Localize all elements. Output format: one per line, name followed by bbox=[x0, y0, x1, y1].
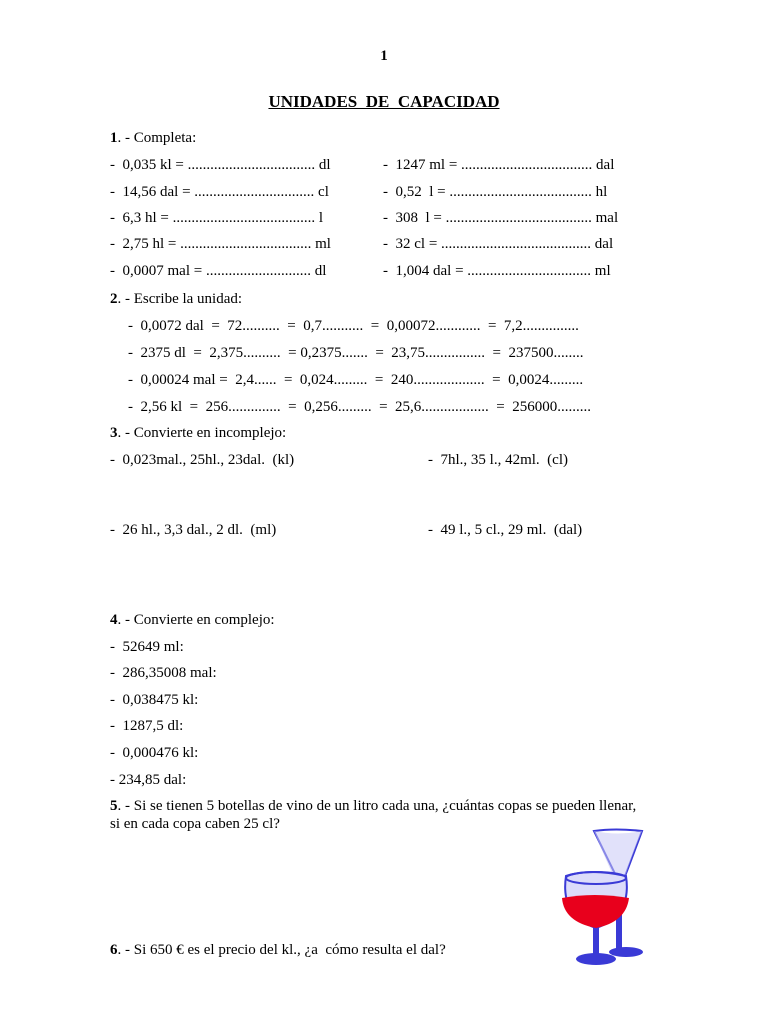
exercise-4-item: - 0,038475 kl: bbox=[110, 692, 199, 708]
exercise-3-item: - 7hl., 35 l., 42ml. (cl) bbox=[428, 452, 568, 468]
exercise-1-heading: 1. - Completa: bbox=[110, 130, 197, 146]
exercise-3-item: - 26 hl., 3,3 dal., 2 dl. (ml) bbox=[110, 522, 277, 538]
exercise-1-left-item: - 14,56 dal = ................................ cl bbox=[110, 184, 329, 200]
exercise-1-right-item: - 1247 ml = ................................... dal bbox=[383, 157, 615, 173]
wine-stem-icon bbox=[593, 928, 599, 956]
exercise-1-left-item: - 0,035 kl = .................................. dl bbox=[110, 157, 331, 173]
wine-glass-illustration bbox=[552, 828, 652, 968]
exercise-4-item: - 234,85 dal: bbox=[110, 772, 187, 788]
exercise-1-left-item: - 2,75 hl = ................................... ml bbox=[110, 236, 331, 252]
exercise-3-item: - 0,023mal., 25hl., 23dal. (kl) bbox=[110, 452, 295, 468]
exercise-4-item: - 286,35008 mal: bbox=[110, 665, 217, 681]
exercise-1-left-item: - 6,3 hl = ...................................... l bbox=[110, 210, 324, 226]
exercise-1-right-item: - 32 cl = ........................................ dal bbox=[383, 236, 614, 252]
page-title: UNIDADES DE CAPACIDAD bbox=[268, 92, 500, 111]
wine-base-icon bbox=[576, 953, 616, 965]
exercise-2-row: - 0,00024 mal = 2,4...... = 0,024......... = 240................... = 0,0024......... bbox=[128, 372, 584, 388]
exercise-5-line: si en cada copa caben 25 cl? bbox=[110, 816, 280, 832]
exercise-4-item: - 1287,5 dl: bbox=[110, 718, 184, 734]
flute-base-icon bbox=[609, 947, 643, 957]
exercise-1-left-item: - 0,0007 mal = ............................ dl bbox=[110, 263, 327, 279]
exercise-4-item: - 52649 ml: bbox=[110, 639, 184, 655]
exercise-2-row: - 2375 dl = 2,375.......... = 0,2375....... = 23,75................ = 237500........ bbox=[128, 345, 584, 361]
exercise-1-right-item: - 308 l = ....................................... mal bbox=[383, 210, 619, 226]
exercise-3-item: - 49 l., 5 cl., 29 ml. (dal) bbox=[428, 522, 583, 538]
exercise-2-row: - 0,0072 dal = 72.......... = 0,7........... = 0,00072............ = 7,2............... bbox=[128, 318, 579, 334]
exercise-2-heading: 2. - Escribe la unidad: bbox=[110, 291, 243, 307]
exercise-3-heading: 3. - Convierte en incomplejo: bbox=[110, 425, 287, 441]
exercise-5-line: 5. - Si se tienen 5 botellas de vino de un litro cada una, ¿cuántas copas se pueden llenar, bbox=[110, 798, 637, 814]
exercise-4-item: - 0,000476 kl: bbox=[110, 745, 199, 761]
page-number: 1 bbox=[380, 48, 388, 64]
exercise-6-line: 6. - Si 650 € es el precio del kl., ¿a cómo resulta el dal? bbox=[110, 942, 446, 958]
exercise-2-row: - 2,56 kl = 256.............. = 0,256......... = 25,6.................. = 256000......... bbox=[128, 399, 592, 415]
exercise-1-right-item: - 1,004 dal = ................................. ml bbox=[383, 263, 611, 279]
exercise-1-right-item: - 0,52 l = ...................................... hl bbox=[383, 184, 608, 200]
exercise-4-heading: 4. - Convierte en complejo: bbox=[110, 612, 275, 628]
